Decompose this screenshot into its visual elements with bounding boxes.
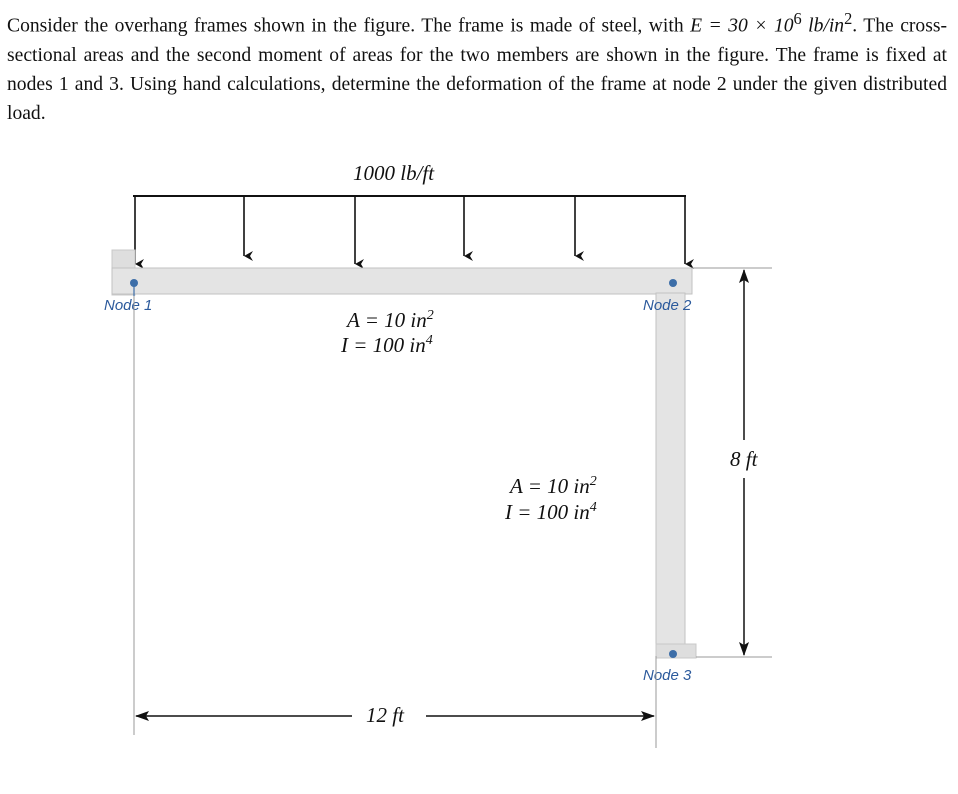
member-1-inertia: [340, 333, 433, 357]
distributed-load: [133, 161, 686, 264]
span-label: 12 ft: [366, 703, 404, 727]
member-2-inertia-text: I = 100 in: [505, 500, 590, 524]
horizontal-member: [112, 268, 692, 294]
member-1-area-text: A = 10 in: [347, 308, 427, 332]
member-1-inertia-text: I = 100 in: [341, 333, 426, 357]
problem-text-rest: . The cross-sectional areas and the second moment of areas for the two members are shown in the figure. The frame is fixed at nodes 1 and 3. Using hand calculations, determine the deformation of the frame at node 2 under the given distributed load.: [7, 15, 948, 124]
modulus-unit: lb/in: [801, 15, 845, 37]
node-3-dot: [669, 650, 677, 658]
member-2-area-exponent: 2: [589, 474, 597, 489]
height-label: 8 ft: [730, 447, 758, 471]
problem-text-intro: Consider the overhang frames shown in the figure. The frame is made of steel, with: [7, 15, 691, 37]
modulus-unit-exponent: 2: [844, 9, 853, 28]
node-3-label: Node 3: [643, 667, 692, 684]
vertical-member: [656, 293, 685, 656]
member-2-area: [508, 474, 597, 498]
node-2-dot: [669, 279, 677, 287]
modulus-exponent: 6: [793, 9, 802, 28]
modulus-expression: E = 30 × 10: [690, 15, 794, 37]
member-2-inertia-exponent: 4: [589, 500, 597, 515]
node-1-label: Node 1: [104, 297, 153, 314]
member-1-area: [345, 308, 434, 332]
member-1-inertia-exponent: 4: [425, 333, 433, 348]
member-2-area-text: A = 10 in: [510, 474, 590, 498]
member-2-inertia: [504, 500, 597, 524]
load-label: 1000 lb/ft: [353, 161, 435, 185]
node-2-label: Node 2: [643, 297, 692, 314]
member-1-area-exponent: 2: [426, 308, 434, 323]
